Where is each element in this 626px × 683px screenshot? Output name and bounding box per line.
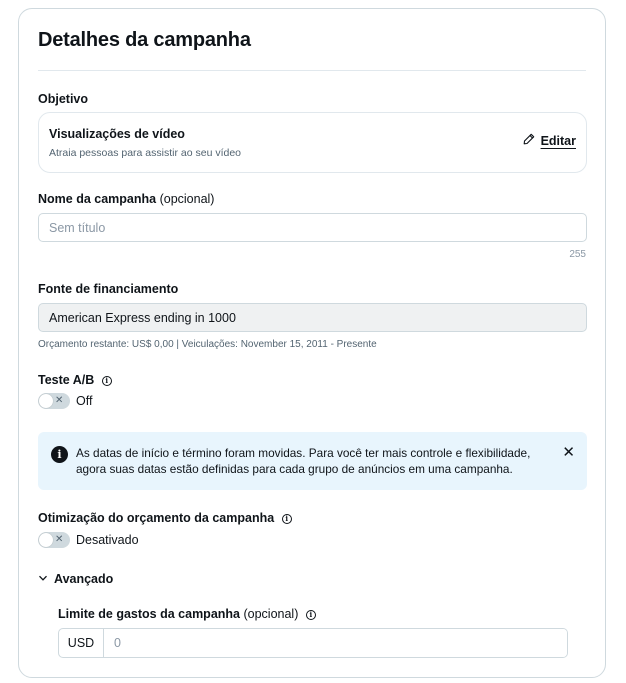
toggle-knob [39, 394, 53, 408]
spend-limit-label [58, 607, 316, 621]
info-icon[interactable]: i [282, 514, 292, 524]
close-icon[interactable]: ✕ [562, 444, 575, 461]
ab-test-state: Off [76, 394, 93, 408]
divider [38, 70, 586, 71]
budget-optimization-toggle[interactable] [38, 532, 70, 548]
ab-test-toggle-row [38, 393, 92, 409]
ab-test-toggle[interactable] [38, 393, 70, 409]
campaign-name-label-text: Nome da campanha [38, 192, 157, 206]
advanced-label: Avançado [54, 572, 114, 586]
x-icon: ✕ [55, 534, 64, 545]
chevron-down-icon [38, 572, 48, 586]
edit-objective-label: Editar [540, 133, 576, 148]
budget-optimization-state: Desativado [76, 533, 139, 547]
spend-limit-optional: (opcional) [243, 607, 299, 621]
x-icon: ✕ [55, 395, 64, 406]
pencil-icon [523, 133, 535, 148]
info-icon[interactable]: i [306, 610, 316, 620]
objective-label: Objetivo [38, 92, 89, 106]
char-counter: 255 [569, 249, 586, 260]
page-title: Detalhes da campanha [38, 29, 251, 51]
campaign-name-input[interactable] [38, 213, 587, 242]
notice-message: As datas de início e término foram movidas. Para você ter mais controle e flexibilidade, agora suas datas estão definidas para cada grupo de anúncios em uma campanha. [76, 446, 531, 476]
objective-title: Visualizações de vídeo [49, 127, 185, 141]
edit-objective-button[interactable] [523, 133, 576, 148]
ab-test-label-text: Teste A/B [38, 373, 95, 387]
budget-optimization-toggle-row [38, 532, 139, 548]
spend-limit-input[interactable] [104, 629, 567, 657]
campaign-name-optional: (opcional) [159, 192, 215, 206]
campaign-details-card [18, 8, 606, 678]
info-icon[interactable]: i [102, 376, 112, 386]
spend-limit-label-text: Limite de gastos da campanha [58, 607, 240, 621]
spend-limit-group [58, 628, 568, 658]
ab-test-label [38, 373, 112, 387]
campaign-name-label [38, 192, 214, 206]
funding-source-label: Fonte de financiamento [38, 282, 179, 296]
objective-description: Atraia pessoas para assistir ao seu vídeo [49, 147, 242, 159]
objective-box [38, 112, 587, 173]
info-notice [38, 432, 587, 490]
funding-helper-text: Orçamento restante: US$ 0,00 | Veiculações: November 15, 2011 - Presente [38, 339, 377, 350]
budget-optimization-label-text: Otimização do orçamento da campanha [38, 511, 275, 525]
toggle-knob [39, 533, 53, 547]
funding-source-field[interactable] [38, 303, 587, 332]
info-icon: i [51, 446, 68, 463]
advanced-toggle[interactable] [38, 572, 113, 586]
currency-label: USD [59, 629, 104, 657]
budget-optimization-label [38, 511, 292, 525]
